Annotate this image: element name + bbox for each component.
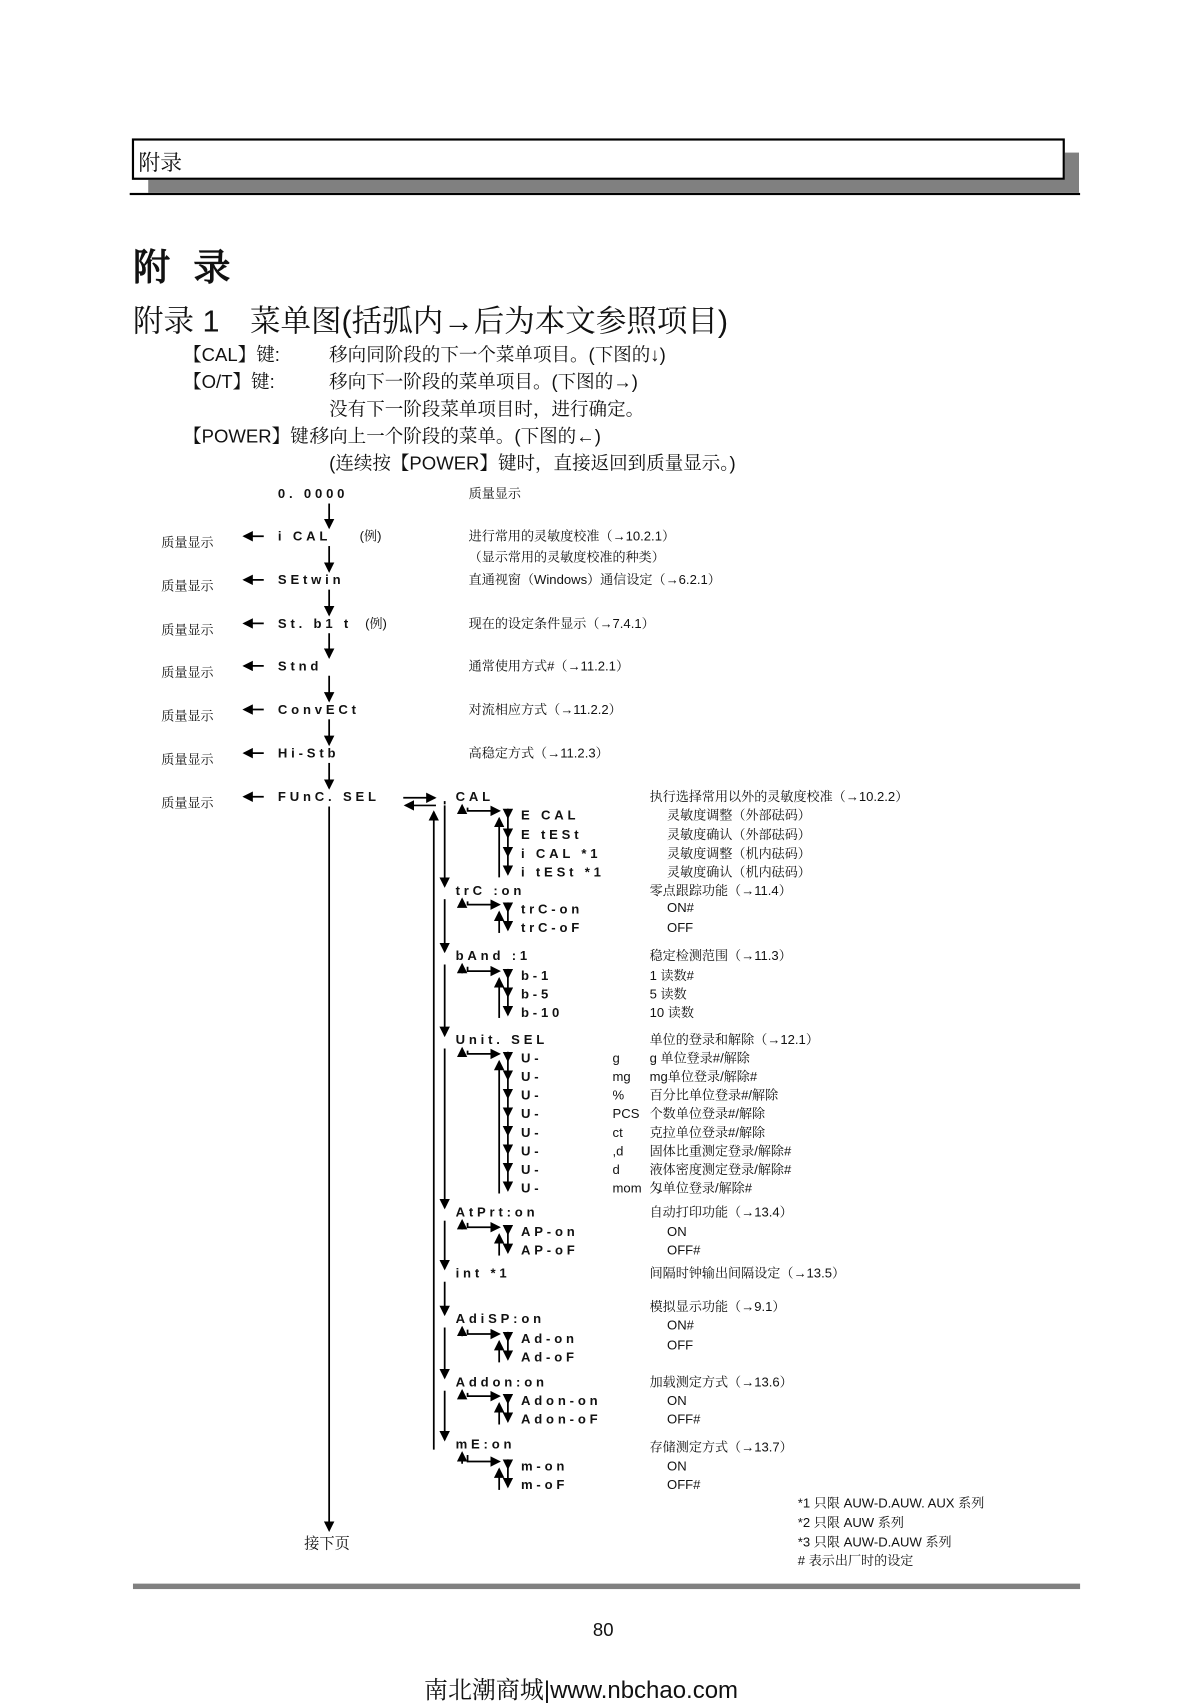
option-code: U- xyxy=(520,1069,543,1085)
function-menu-code: CAL xyxy=(455,789,494,805)
key-power-label: 【POWER】键: xyxy=(183,426,314,447)
option-code: b-1 xyxy=(520,967,553,984)
enter-arrow-icon xyxy=(468,808,500,811)
back-to-mass-display-label: 质量显示 xyxy=(161,752,214,768)
main-menu-code: Hi-Stb xyxy=(277,745,340,761)
function-menu-desc: 存储测定方式（→13.7） xyxy=(649,1439,793,1456)
option-desc: 灵敏度确认（机内砝码） xyxy=(667,864,811,880)
section-subtitle: 附录 1 菜单图(括弧内→后为本文参照项目) xyxy=(132,304,729,338)
function-menu-code: AtPrt:on xyxy=(455,1204,539,1220)
option-desc: 灵敏度调整（外部砝码） xyxy=(667,807,811,823)
option-code: E tESt xyxy=(520,827,583,843)
enter-arrow-icon xyxy=(468,1393,500,1396)
key-power-desc2: (连续按【POWER】键时，直接返回到质量显示。) xyxy=(329,453,736,475)
function-menu-code: Unit. SEL xyxy=(455,1032,549,1048)
main-menu-desc: 对流相应方式（→11.2.2） xyxy=(468,701,622,718)
function-menu-desc: 零点跟踪功能（→11.4） xyxy=(649,882,792,899)
page-number: 80 xyxy=(592,1619,614,1641)
option-code: m-oF xyxy=(520,1476,569,1493)
back-to-mass-display-label: 质量显示 xyxy=(161,708,214,724)
option-desc: ON xyxy=(667,1223,687,1240)
main-menu-code: St. b1 t xyxy=(277,615,353,632)
function-menu-code: bAnd :1 xyxy=(455,948,531,964)
option-unit: mom xyxy=(612,1180,642,1196)
main-menu-desc: 高稳定方式（→11.2.3） xyxy=(468,745,609,761)
function-menu-code: mE:on xyxy=(455,1436,516,1452)
option-desc: 灵敏度调整（机内砝码） xyxy=(667,845,811,862)
option-desc: ON xyxy=(667,1392,687,1409)
option-code: U- xyxy=(520,1106,543,1122)
main-menu-desc: 进行常用的灵敏度校准（→10.2.1） xyxy=(468,528,676,544)
option-code: U- xyxy=(520,1124,543,1141)
enter-arrow-icon xyxy=(468,901,500,904)
option-code: E CAL xyxy=(520,807,580,823)
option-desc: ON# xyxy=(667,900,694,916)
main-menu-note: (例) xyxy=(359,528,382,544)
option-unit: mg xyxy=(612,1069,631,1085)
option-code: U- xyxy=(520,1180,543,1196)
back-to-mass-display-label: 质量显示 xyxy=(161,664,214,681)
option-desc: OFF xyxy=(667,1337,694,1353)
key-cal-desc: 移向同阶段的下一个菜单项目。(下图的↓) xyxy=(329,344,666,366)
function-menu-desc: 间隔时钟输出间隔设定（→13.5） xyxy=(649,1265,846,1281)
back-to-mass-display-label: 质量显示 xyxy=(161,535,214,551)
function-menu-desc: 稳定检测范围（→11.3） xyxy=(649,948,792,964)
option-code: Ad-on xyxy=(520,1330,578,1347)
option-code: i CAL *1 xyxy=(520,845,602,862)
option-unit: % xyxy=(612,1087,625,1103)
option-desc: 个数单位登录#/解除 xyxy=(649,1106,766,1122)
option-desc: ON# xyxy=(667,1317,694,1333)
option-desc: 固体比重测定登录/解除# xyxy=(649,1143,792,1159)
main-menu-code: i CAL xyxy=(277,528,332,544)
function-menu-desc: 执行选择常用以外的灵敏度校准（→10.2.2） xyxy=(649,789,909,805)
option-code: b-5 xyxy=(520,986,553,1002)
option-code: U- xyxy=(520,1087,543,1103)
option-desc: 灵敏度确认（外部砝码） xyxy=(667,827,811,843)
key-ot-desc: 移向下一阶段的菜单项目。(下图的→) xyxy=(329,371,638,393)
main-menu-code: FUnC. SEL xyxy=(277,789,380,805)
option-code: i tESt *1 xyxy=(520,864,605,880)
option-code: trC-oF xyxy=(520,919,584,936)
option-code: b-10 xyxy=(520,1004,564,1021)
option-code: U- xyxy=(520,1161,543,1178)
function-menu-code: int *1 xyxy=(455,1265,511,1281)
key-ot-label: 【O/T】键: xyxy=(183,371,275,393)
page-title: 附 录 xyxy=(132,247,238,289)
enter-arrow-icon xyxy=(468,1223,500,1227)
main-menu-code: 0. 0000 xyxy=(277,486,349,502)
section-header-label: 附录 xyxy=(138,151,183,176)
option-code: trC-on xyxy=(520,901,584,917)
function-menu-desc: 单位的登录和解除（→12.1） xyxy=(649,1032,819,1048)
back-to-mass-display-label: 质量显示 xyxy=(161,622,214,638)
footnote-1: *1 只限 AUW-D.AUW. AUX 系列 xyxy=(797,1495,985,1511)
option-code: Ad-oF xyxy=(520,1349,578,1365)
back-to-mass-display-label: 质量显示 xyxy=(161,578,214,594)
option-desc: OFF# xyxy=(667,1242,701,1258)
function-menu-code: AdiSP:on xyxy=(455,1311,545,1327)
footer-divider xyxy=(133,1584,1080,1589)
footnote-4: # 表示出厂时的设定 xyxy=(797,1553,914,1569)
option-desc: OFF# xyxy=(667,1476,701,1493)
option-desc: 匁单位登录/解除# xyxy=(649,1180,753,1196)
site-watermark: 南北潮商城|www.nbchao.com xyxy=(423,1676,739,1704)
option-code: Adon-oF xyxy=(520,1411,602,1427)
main-menu-desc-2: （显示常用的灵敏度校准的种类） xyxy=(468,549,665,565)
function-menu-code: Addon:on xyxy=(455,1374,548,1390)
option-desc: 液体密度测定登录/解除# xyxy=(649,1161,792,1178)
option-code: U- xyxy=(520,1143,543,1159)
option-unit: PCS xyxy=(612,1106,640,1122)
main-menu-code: SEtwin xyxy=(277,572,345,588)
option-unit: d xyxy=(612,1161,620,1178)
main-menu-note: (例) xyxy=(365,615,387,632)
function-menu-code: trC :on xyxy=(455,882,526,899)
option-desc: ON xyxy=(667,1458,687,1474)
option-desc: 10 读数 xyxy=(649,1004,694,1021)
section-header-box xyxy=(132,138,1065,179)
function-menu-desc: 自动打印功能（→13.4） xyxy=(649,1204,793,1220)
option-unit: ct xyxy=(612,1124,623,1141)
function-menu-desc: 加载测定方式（→13.6） xyxy=(649,1374,793,1390)
option-desc: OFF# xyxy=(667,1411,701,1427)
option-code: Adon-on xyxy=(520,1392,602,1409)
main-menu-desc: 现在的设定条件显示（→7.4.1） xyxy=(468,615,655,632)
main-menu-code: Stnd xyxy=(277,658,323,674)
option-desc: g 单位登录#/解除 xyxy=(649,1050,750,1066)
key-ot-desc2: 没有下一阶段菜单项目时，进行确定。 xyxy=(329,398,645,420)
footnote-2: *2 只限 AUW 系列 xyxy=(797,1514,904,1531)
enter-arrow-icon xyxy=(468,1455,500,1462)
main-menu-desc: 直通视窗（Windows）通信设定（→6.2.1） xyxy=(468,572,721,588)
option-code: U- xyxy=(520,1050,543,1066)
back-to-mass-display-label: 质量显示 xyxy=(161,795,214,811)
enter-arrow-icon xyxy=(468,967,500,971)
enter-arrow-icon xyxy=(468,1330,500,1334)
enter-arrow-icon xyxy=(468,1051,500,1054)
main-menu-code: ConvECt xyxy=(277,701,360,718)
option-desc: OFF xyxy=(667,919,694,936)
main-menu-desc: 质量显示 xyxy=(468,486,521,502)
option-desc: 5 读数 xyxy=(649,986,687,1002)
option-code: m-on xyxy=(520,1458,569,1474)
option-desc: 克拉单位登录#/解除 xyxy=(649,1124,766,1141)
option-unit: g xyxy=(612,1050,620,1066)
function-menu-desc: 模拟显示功能（→9.1） xyxy=(649,1299,786,1315)
next-page-label: 接下页 xyxy=(304,1534,350,1553)
option-code: AP-on xyxy=(520,1223,579,1240)
main-menu-desc: 通常使用方式#（→11.2.1） xyxy=(468,658,630,674)
option-code: AP-oF xyxy=(520,1242,579,1258)
key-power-desc: 移向上一个阶段的菜单。(下图的←) xyxy=(310,426,601,447)
option-desc: 1 读数# xyxy=(649,967,694,984)
key-cal-label: 【CAL】键: xyxy=(183,344,280,366)
option-unit: ,d xyxy=(612,1143,624,1159)
option-desc: mg单位登录/解除# xyxy=(649,1069,758,1085)
footnote-3: *3 只限 AUW-D.AUW 系列 xyxy=(797,1534,952,1550)
option-desc: 百分比单位登录#/解除 xyxy=(649,1087,779,1103)
